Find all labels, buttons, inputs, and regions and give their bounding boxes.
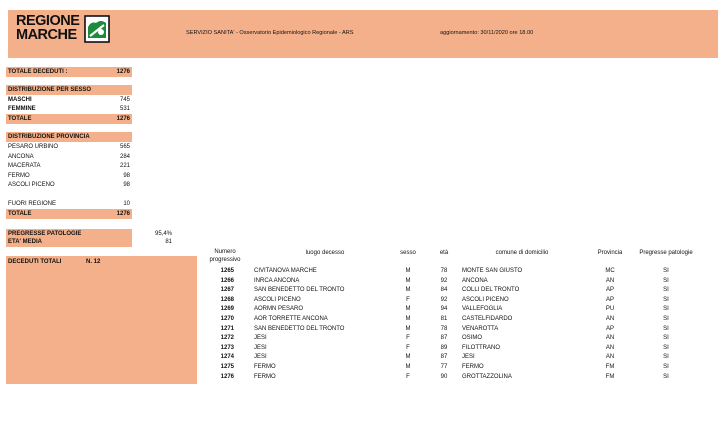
cell-eta: 78 bbox=[440, 268, 448, 274]
provincia-label: FERMO bbox=[8, 172, 30, 179]
deceduti-totali-count: N. 12 bbox=[86, 259, 101, 265]
cell-eta: 84 bbox=[440, 287, 448, 294]
header-sesso: sesso bbox=[400, 250, 416, 256]
provincia-label: ANCONA bbox=[8, 153, 34, 160]
cell-patologie: SI bbox=[663, 268, 669, 274]
totale-deceduti-label: TOTALE DECEDUTI : bbox=[8, 69, 68, 75]
cell-eta: 87 bbox=[440, 354, 448, 361]
cell-provincia: FM bbox=[605, 373, 615, 380]
cell-provincia: PU bbox=[605, 306, 615, 313]
cell-provincia: AN bbox=[605, 316, 615, 322]
cell-patologie: SI bbox=[663, 287, 669, 294]
cell-provincia: AP bbox=[605, 296, 614, 303]
femmine-value: 531 bbox=[119, 106, 130, 112]
cell-sesso: F bbox=[406, 335, 410, 342]
cell-numero: 1276 bbox=[220, 373, 234, 380]
cell-patologie: SI bbox=[663, 316, 669, 322]
cell-luogo: FERMO bbox=[254, 373, 276, 380]
provincia-value: 221 bbox=[119, 163, 130, 169]
logo-line-2: MARCHE bbox=[16, 27, 77, 43]
cell-comune: ANCONA bbox=[462, 277, 488, 284]
provincia-value: 284 bbox=[119, 153, 130, 160]
cell-eta: 90 bbox=[440, 373, 448, 380]
cell-luogo: SAN BENEDETTO DEL TRONTO bbox=[254, 325, 345, 332]
cell-patologie: SI bbox=[663, 373, 669, 380]
cell-patologie: SI bbox=[663, 354, 669, 361]
table-row bbox=[200, 353, 710, 362]
cell-provincia: MC bbox=[605, 268, 615, 274]
cell-comune: JESI bbox=[462, 354, 475, 361]
cell-eta: 89 bbox=[440, 344, 448, 351]
cell-sesso: F bbox=[406, 296, 410, 303]
header-progressivo: progressivo bbox=[209, 257, 241, 263]
service-title: SERVIZIO SANITA' - Osservatorio Epidemiologico Regionale - ARS bbox=[186, 30, 354, 36]
table-row bbox=[200, 296, 710, 305]
provincia-label: ASCOLI PICENO bbox=[8, 182, 55, 188]
provincia-total-label: TOTALE bbox=[8, 211, 32, 217]
cell-luogo: CIVITANOVA MARCHE bbox=[254, 268, 317, 274]
cell-patologie: SI bbox=[663, 296, 669, 303]
maschi-label: MASCHI bbox=[8, 97, 32, 103]
cell-sesso: F bbox=[406, 344, 410, 351]
cell-patologie: SI bbox=[663, 277, 669, 284]
header-comune: comune di domicilio bbox=[495, 250, 549, 256]
regione-marche-emblem-icon bbox=[84, 15, 110, 43]
cell-provincia: AN bbox=[605, 344, 615, 351]
patologie-value: 95,4% bbox=[154, 231, 172, 237]
cell-eta: 92 bbox=[440, 296, 448, 303]
sesso-total-value: 1276 bbox=[116, 116, 130, 122]
table-row bbox=[200, 344, 710, 353]
logo-line-1: REGIONE bbox=[16, 13, 80, 29]
cell-luogo: JESI bbox=[254, 335, 267, 342]
sesso-title: DISTRIBUZIONE PER SESSO bbox=[8, 87, 92, 93]
cell-patologie: SI bbox=[663, 325, 669, 332]
eta-media-value: 81 bbox=[165, 239, 172, 245]
header-eta: età bbox=[439, 250, 449, 256]
cell-sesso: M bbox=[405, 316, 411, 322]
cell-sesso: F bbox=[406, 373, 410, 380]
femmine-label: FEMMINE bbox=[8, 106, 36, 112]
cell-numero: 1275 bbox=[220, 364, 234, 370]
table-row bbox=[200, 277, 710, 286]
table-row bbox=[200, 325, 710, 334]
cell-luogo: FERMO bbox=[254, 364, 276, 370]
provincia-label: MACERATA bbox=[8, 163, 41, 169]
logo-text bbox=[16, 14, 82, 42]
cell-luogo: AORMN PESARO bbox=[254, 306, 304, 313]
cell-provincia: AP bbox=[605, 287, 614, 294]
cell-luogo: AOR TORRETTE ANCONA bbox=[254, 316, 328, 322]
cell-patologie: SI bbox=[663, 344, 669, 351]
cell-eta: 81 bbox=[440, 316, 448, 322]
cell-provincia: AN bbox=[605, 277, 615, 284]
cell-eta: 78 bbox=[440, 325, 448, 332]
patologie-label: PREGRESSE PATOLOGIE bbox=[8, 231, 82, 237]
header-provincia: Provincia bbox=[597, 250, 623, 256]
cell-luogo: ASCOLI PICENO bbox=[254, 296, 301, 303]
deceduti-totali-box bbox=[6, 256, 197, 384]
cell-comune: FERMO bbox=[462, 364, 484, 370]
cell-sesso: M bbox=[405, 268, 411, 274]
cell-numero: 1267 bbox=[220, 287, 234, 294]
cell-comune: VALLEFOGLIA bbox=[462, 306, 503, 313]
totale-deceduti-value: 1276 bbox=[116, 69, 130, 75]
cell-numero: 1269 bbox=[220, 306, 234, 313]
cell-sesso: M bbox=[405, 306, 411, 313]
provincia-value: 98 bbox=[123, 182, 130, 188]
table-row bbox=[200, 363, 710, 372]
cell-provincia: AN bbox=[605, 335, 615, 342]
header-patologie: Pregresse patologie bbox=[639, 250, 693, 256]
cell-eta: 77 bbox=[440, 364, 448, 370]
deceduti-table bbox=[200, 248, 710, 388]
header-luogo: luogo decesso bbox=[305, 250, 345, 256]
cell-luogo: INRCA ANCONA bbox=[254, 277, 300, 284]
deceduti-totali-label: DECEDUTI TOTALI bbox=[8, 259, 62, 265]
cell-sesso: M bbox=[405, 354, 411, 361]
cell-patologie: SI bbox=[663, 335, 669, 342]
cell-sesso: M bbox=[405, 364, 411, 370]
table-row bbox=[200, 315, 710, 324]
table-row bbox=[200, 305, 710, 314]
cell-numero: 1271 bbox=[220, 325, 234, 332]
cell-patologie: SI bbox=[663, 364, 669, 370]
table-row bbox=[200, 267, 710, 276]
cell-comune: GROTTAZZOLINA bbox=[462, 373, 512, 380]
cell-luogo: SAN BENEDETTO DEL TRONTO bbox=[254, 287, 345, 294]
fuori-regione-label: FUORI REGIONE bbox=[8, 201, 57, 207]
cell-numero: 1272 bbox=[220, 335, 234, 342]
provincia-title: DISTRIBUZIONE PROVINCIA bbox=[8, 134, 90, 140]
cell-patologie: SI bbox=[663, 306, 669, 313]
cell-eta: 92 bbox=[440, 277, 448, 284]
header-numero: Numero bbox=[214, 249, 236, 255]
provincia-label: PESARO URBINO bbox=[8, 144, 59, 150]
cell-sesso: M bbox=[405, 277, 411, 284]
cell-luogo: JESI bbox=[254, 354, 267, 361]
provincia-value: 565 bbox=[119, 144, 130, 150]
cell-provincia: FM bbox=[605, 364, 615, 370]
cell-eta: 94 bbox=[440, 306, 448, 313]
sesso-total-label: TOTALE bbox=[8, 116, 32, 122]
cell-comune: COLLI DEL TRONTO bbox=[462, 287, 520, 294]
provincia-value: 98 bbox=[123, 172, 130, 179]
cell-numero: 1266 bbox=[220, 277, 234, 284]
cell-luogo: JESI bbox=[254, 344, 267, 351]
table-row bbox=[200, 334, 710, 343]
cell-numero: 1270 bbox=[220, 316, 234, 322]
fuori-regione-value: 10 bbox=[123, 201, 130, 207]
cell-provincia: AP bbox=[605, 325, 614, 332]
cell-comune: ASCOLI PICENO bbox=[462, 296, 509, 303]
table-row bbox=[200, 373, 710, 382]
cell-comune: VENAROTTA bbox=[462, 325, 499, 332]
update-timestamp: aggiornamento: 30/11/2020 ore 18.00 bbox=[440, 30, 534, 36]
cell-numero: 1265 bbox=[220, 268, 234, 274]
provincia-total-value: 1276 bbox=[116, 211, 130, 217]
cell-sesso: M bbox=[405, 325, 411, 332]
cell-provincia: AN bbox=[605, 354, 615, 361]
cell-numero: 1273 bbox=[220, 344, 234, 351]
maschi-value: 745 bbox=[119, 97, 130, 103]
cell-eta: 87 bbox=[440, 335, 448, 342]
cell-comune: MONTE SAN GIUSTO bbox=[462, 268, 523, 274]
regione-marche-logo bbox=[16, 14, 116, 48]
table-row bbox=[200, 286, 710, 295]
cell-comune: FILOTTRANO bbox=[462, 344, 501, 351]
cell-comune: CASTELFIDARDO bbox=[462, 316, 513, 322]
cell-sesso: M bbox=[405, 287, 411, 294]
cell-comune: OSIMO bbox=[462, 335, 483, 342]
cell-numero: 1274 bbox=[220, 354, 234, 361]
cell-numero: 1268 bbox=[220, 296, 234, 303]
eta-media-label: ETA' MEDIA bbox=[8, 239, 42, 245]
